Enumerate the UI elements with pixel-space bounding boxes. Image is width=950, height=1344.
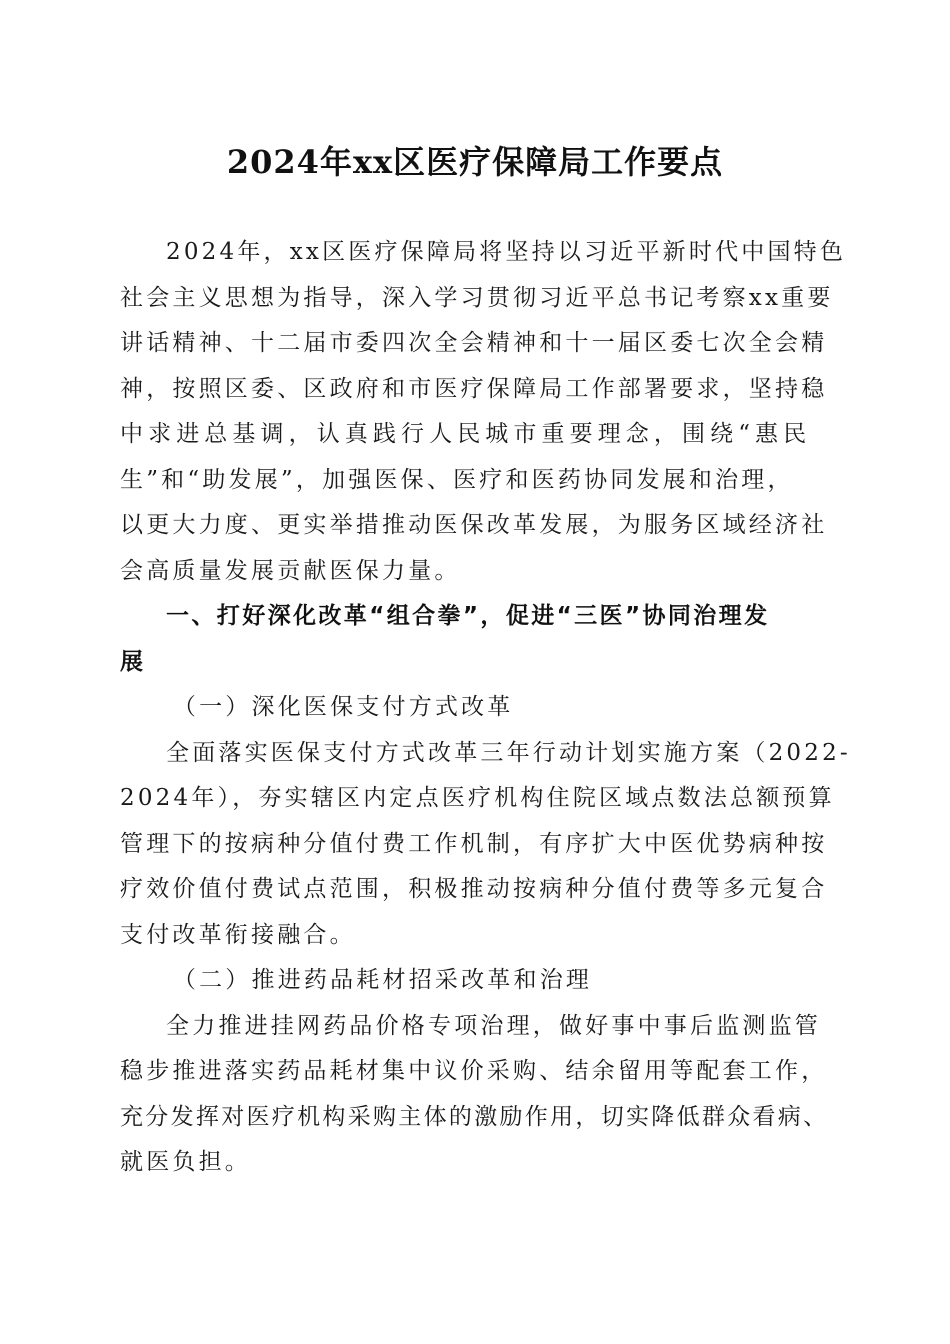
body-line: 全面落实医保支付方式改革三年行动计划实施方案（2022- <box>166 739 851 766</box>
body-line: 稳步推进落实药品耗材集中议价采购、结余留用等配套工作， <box>120 1058 828 1084</box>
section-heading-line: 一、打好深化改革“组合拳”，促进“三医”协同治理发 <box>166 603 770 629</box>
subsection-paragraph <box>120 731 851 959</box>
subsection-heading: （一）深化医保支付方式改革 <box>172 694 514 720</box>
document-title: 2024年xx区医疗保障局工作要点 <box>226 143 724 181</box>
body-line: 疗效价值付费试点范围，积极推动按病种分值付费等多元复合 <box>120 876 828 902</box>
intro-line: 社会主义思想为指导，深入学习贯彻习近平总书记考察xx重要 <box>120 284 834 311</box>
section-heading-line: 展 <box>120 648 146 675</box>
intro-line: 以更大力度、更实举措推动医保改革发展，为服务区域经济社 <box>120 512 828 538</box>
document-body <box>120 230 851 1186</box>
body-line: 支付改革衔接融合。 <box>120 921 356 948</box>
intro-line: 会高质量发展贡献医保力量。 <box>120 557 461 584</box>
intro-paragraph <box>120 230 847 594</box>
intro-line: 生”和“助发展”，加强医保、医疗和医药协同发展和治理， <box>120 466 794 493</box>
intro-line: 中求进总基调，认真践行人民城市重要理念，围绕“惠民 <box>120 421 812 447</box>
body-line: 就医负担。 <box>120 1149 251 1175</box>
subsection-paragraph <box>120 1004 840 1186</box>
section-heading <box>120 594 840 685</box>
body-line: 全力推进挂网药品价格专项治理，做好事中事后监测监管 <box>166 1012 821 1039</box>
body-line: 管理下的按病种分值付费工作机制，有序扩大中医优势病种按 <box>120 830 828 857</box>
body-line: 2024年），夯实辖区内定点医疗机构住院区域点数法总额预算 <box>120 785 835 811</box>
intro-line: 2024年，xx区医疗保障局将坚持以习近平新时代中国特色 <box>166 239 847 265</box>
intro-line: 神，按照区委、区政府和市医疗保障局工作部署要求，坚持稳 <box>120 375 828 402</box>
subsection-heading: （二）推进药品耗材招采改革和治理 <box>172 967 593 993</box>
body-line: 充分发挥对医疗机构采购主体的激励作用，切实降低群众看病、 <box>120 1103 829 1130</box>
intro-line: 讲话精神、十二届市委四次全会精神和十一届区委七次全会精 <box>120 330 828 356</box>
